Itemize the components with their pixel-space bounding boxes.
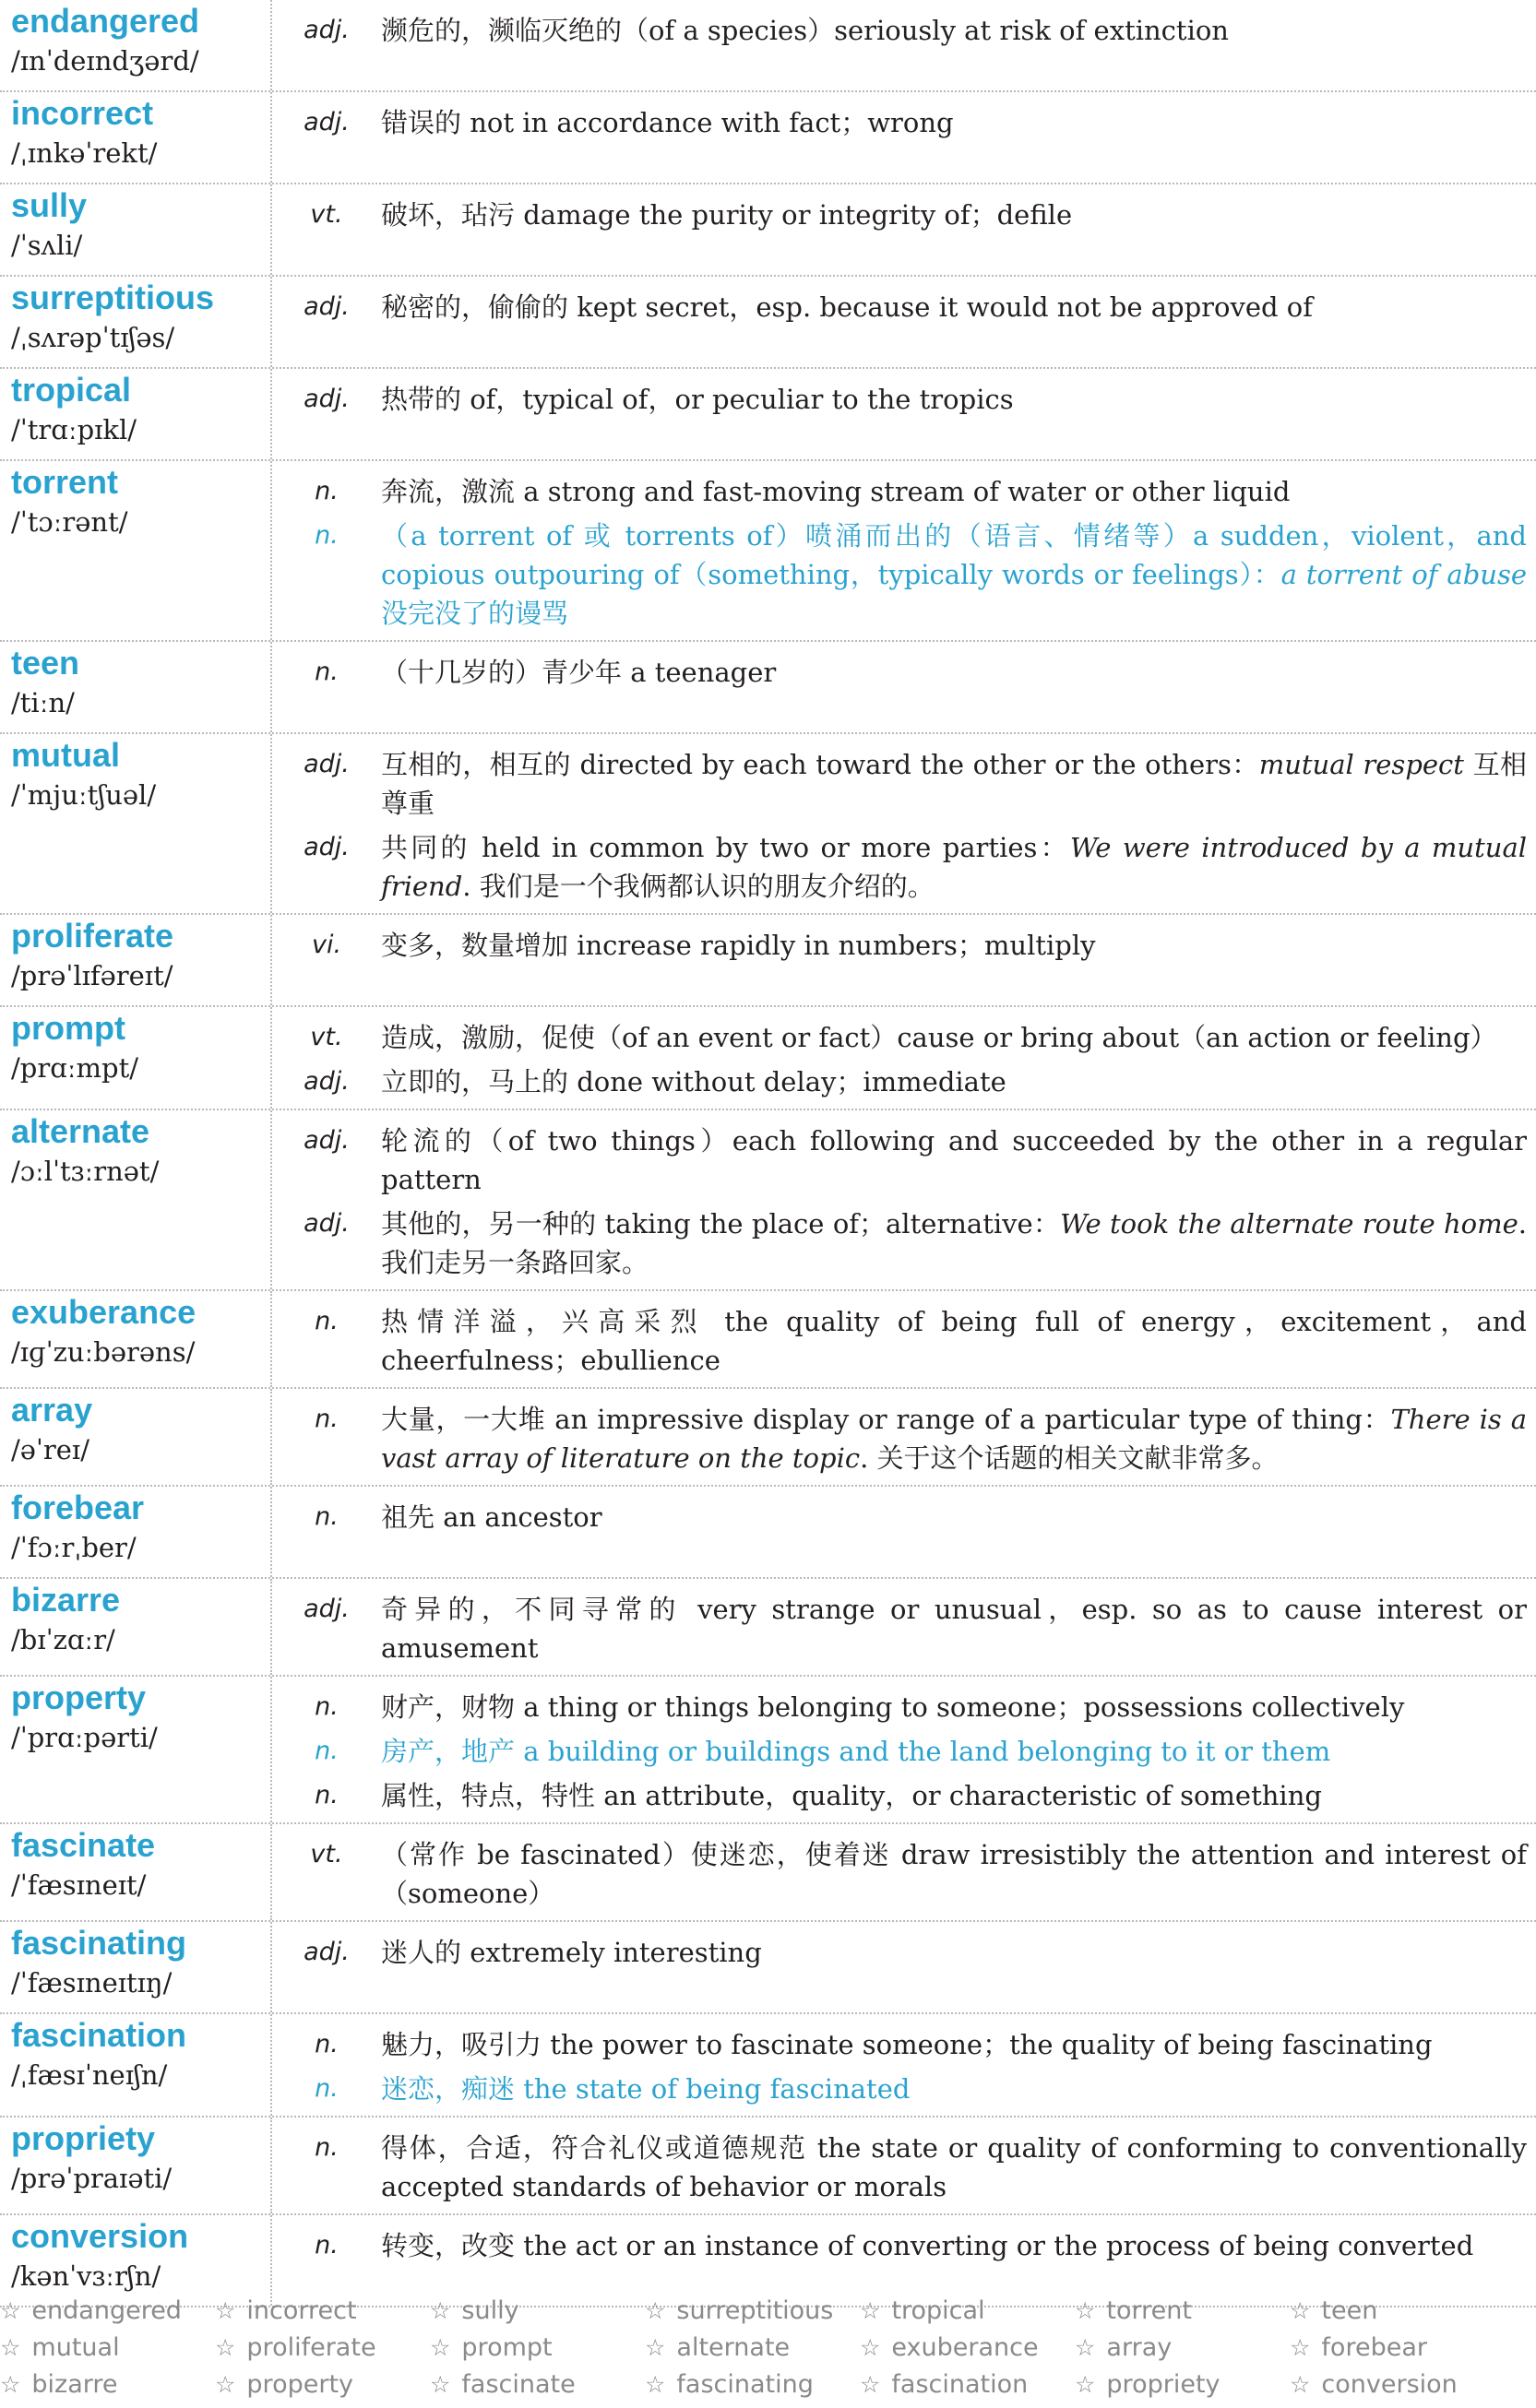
definition	[381, 380, 1527, 419]
entry-row	[0, 642, 1536, 734]
review-word	[215, 2293, 430, 2330]
headword: torrent	[11, 463, 118, 501]
star-icon: ☆	[0, 2297, 21, 2324]
phonetic: /ɔːlˈtɜːrnət/	[11, 1156, 160, 1187]
definition	[381, 1302, 1527, 1380]
headword: proliferate	[11, 917, 174, 955]
definition	[381, 2070, 1527, 2108]
phonetic: /ˈfæsɪneɪt/	[11, 1869, 147, 1901]
review-word	[1290, 2330, 1505, 2366]
review-word-list	[0, 2293, 1536, 2403]
definition-text: （十几岁的）青少年 a teenager	[381, 657, 777, 688]
part-of-speech: n.	[315, 1307, 339, 1335]
entry-row	[0, 1487, 1536, 1579]
star-icon: ☆	[645, 2334, 666, 2361]
headword: forebear	[11, 1489, 145, 1526]
part-of-speech: n.	[315, 521, 339, 550]
word-cell	[0, 1389, 272, 1485]
part-of-speech: adj.	[304, 108, 350, 136]
definition-text: . 我们是一个我俩都认识的朋友介绍的。	[462, 871, 935, 902]
definition	[381, 1590, 1527, 1667]
part-of-speech: adj.	[304, 1209, 350, 1238]
entry-row	[0, 369, 1536, 461]
definition-text: 立即的，马上的 done without delay；immediate	[381, 1066, 1006, 1097]
review-word	[860, 2293, 1075, 2330]
star-icon: ☆	[645, 2297, 666, 2324]
entry-row	[0, 2117, 1536, 2215]
review-word-label: exuberance	[891, 2333, 1039, 2362]
word-cell	[0, 461, 272, 640]
review-word-label: alternate	[676, 2333, 791, 2362]
headword: incorrect	[11, 94, 154, 132]
word-cell	[0, 915, 272, 1005]
phonetic: /ˈfɔːrˌber/	[11, 1532, 137, 1563]
phonetic: /bɪˈzɑːr/	[11, 1624, 115, 1655]
definition	[381, 1204, 1527, 1282]
word-cell	[0, 92, 272, 183]
sense	[272, 1204, 1527, 1282]
definition-text: 共同的 held in common by two or more parties：	[381, 832, 1070, 863]
definition	[381, 653, 1527, 692]
definition-text: 财产，财物 a thing or things belonging to someone；possessions collectively	[381, 1691, 1405, 1723]
review-word	[1290, 2293, 1505, 2330]
definition-text: . 我们走另一条路回家。	[381, 1208, 1527, 1278]
definition-text: 迷恋，痴迷 the state of being fascinated	[381, 2073, 911, 2105]
definition	[381, 1121, 1527, 1199]
word-cell	[0, 1007, 272, 1109]
review-word	[860, 2330, 1075, 2366]
review-word-label: fascinating	[676, 2370, 814, 2399]
part-of-speech: n.	[315, 1405, 339, 1433]
star-icon: ☆	[1290, 2334, 1311, 2361]
phonetic: /prəˈlɪfəreɪt/	[11, 960, 173, 991]
part-of-speech: n.	[315, 1781, 339, 1809]
part-of-speech: adj.	[304, 833, 350, 861]
word-cell	[0, 369, 272, 459]
entry-row	[0, 1824, 1536, 1922]
word-cell	[0, 1291, 272, 1387]
definition	[381, 11, 1527, 50]
star-icon: ☆	[1075, 2371, 1096, 2398]
headword: endangered	[11, 2, 200, 40]
sense	[272, 1121, 1527, 1199]
review-word	[645, 2330, 860, 2366]
entry-row	[0, 915, 1536, 1007]
entry-row	[0, 0, 1536, 92]
definition-text: 错误的 not in accordance with fact；wrong	[381, 107, 954, 138]
definition-text: 热带的 of，typical of，or peculiar to the tropics	[381, 384, 1014, 415]
example-sentence: We took the alternate route home	[1060, 1208, 1518, 1240]
part-of-speech: n.	[315, 2231, 339, 2260]
definition-text: 属性，特点，特性 an attribute，quality，or characteristic of something	[381, 1780, 1322, 1811]
sense	[272, 288, 1527, 326]
entry-row	[0, 1922, 1536, 2014]
review-word	[1290, 2366, 1505, 2403]
definition	[381, 1933, 1527, 1972]
definition-text: 互相的，相互的 directed by each toward the other or the others：	[381, 749, 1259, 780]
definitions-cell	[272, 734, 1536, 913]
headword: bizarre	[11, 1581, 121, 1619]
review-word	[1075, 2330, 1290, 2366]
star-icon: ☆	[0, 2334, 21, 2361]
definition-text: 祖先 an ancestor	[381, 1501, 602, 1533]
headword: fascinating	[11, 1924, 187, 1962]
star-icon: ☆	[1075, 2297, 1096, 2324]
word-cell	[0, 1110, 272, 1289]
review-word	[0, 2330, 215, 2366]
part-of-speech: n.	[315, 2030, 339, 2058]
phonetic: /ˈtrɑːpɪkl/	[11, 414, 137, 445]
star-icon: ☆	[645, 2371, 666, 2398]
sense	[272, 1835, 1527, 1913]
definitions-cell	[272, 461, 1536, 640]
headword: prompt	[11, 1009, 125, 1047]
headword: exuberance	[11, 1293, 196, 1331]
entry-row	[0, 1579, 1536, 1677]
part-of-speech: adj.	[304, 292, 350, 321]
sense	[272, 1776, 1527, 1815]
definitions-cell	[272, 1487, 1536, 1577]
star-icon: ☆	[215, 2371, 236, 2398]
sense	[272, 1498, 1527, 1536]
sense	[272, 1933, 1527, 1972]
review-word-label: surreptitious	[676, 2296, 834, 2325]
part-of-speech: n.	[315, 1737, 339, 1765]
definition-text: （a torrent of 或 torrents of）喷涌而出的（语言、情绪等）a sudden，violent，and copious outpouring of（something，typically words or feelings）：	[381, 520, 1527, 590]
definitions-cell	[272, 1389, 1536, 1485]
review-word	[0, 2366, 215, 2403]
review-word-label: torrent	[1106, 2296, 1192, 2325]
part-of-speech: adj.	[304, 1126, 350, 1155]
phonetic: /ˈfæsɪneɪtɪŋ/	[11, 1967, 173, 1999]
definition-text: 秘密的，偷偷的 kept secret，esp. because it would not be approved of	[381, 291, 1313, 323]
review-word-label: mutual	[31, 2333, 120, 2362]
review-word-label: forebear	[1321, 2333, 1427, 2362]
word-cell	[0, 0, 272, 90]
definition-text: 互相尊重	[381, 749, 1527, 819]
phonetic: /prɑːmpt/	[11, 1052, 139, 1084]
definition-text: 魅力，吸引力 the power to fascinate someone；the quality of being fascinating	[381, 2029, 1433, 2060]
review-word-label: property	[246, 2370, 354, 2399]
word-cell	[0, 1677, 272, 1822]
definition	[381, 1688, 1527, 1726]
sense	[272, 828, 1527, 906]
definition-text: 没完没了的谩骂	[381, 598, 569, 629]
star-icon: ☆	[430, 2334, 451, 2361]
headword: array	[11, 1391, 93, 1429]
review-word	[1075, 2293, 1290, 2330]
star-icon: ☆	[215, 2297, 236, 2324]
phonetic: /tiːn/	[11, 687, 75, 718]
headword: alternate	[11, 1112, 150, 1150]
headword: teen	[11, 644, 80, 682]
definition	[381, 1776, 1527, 1815]
review-word	[645, 2293, 860, 2330]
review-word-label: conversion	[1321, 2370, 1458, 2399]
part-of-speech: n.	[315, 2074, 339, 2103]
part-of-speech: n.	[315, 658, 339, 686]
word-cell	[0, 1579, 272, 1675]
sense	[272, 1302, 1527, 1380]
review-word-label: proliferate	[246, 2333, 376, 2362]
word-cell	[0, 642, 272, 732]
part-of-speech: adj.	[304, 16, 350, 44]
headword: property	[11, 1678, 147, 1716]
definition-text: 大量，一大堆 an impressive display or range of a particular type of thing：	[381, 1404, 1391, 1435]
definition	[381, 472, 1527, 511]
phonetic: /ˈprɑːpərti/	[11, 1722, 158, 1753]
sense	[272, 11, 1527, 50]
sense	[272, 1062, 1527, 1101]
review-word-label: prompt	[461, 2333, 553, 2362]
star-icon: ☆	[860, 2297, 881, 2324]
definition	[381, 1732, 1527, 1771]
entry-row	[0, 1007, 1536, 1110]
entry-row	[0, 1677, 1536, 1824]
headword: propriety	[11, 2119, 156, 2157]
definition	[381, 2025, 1527, 2064]
definition-text: 破坏，玷污 damage the purity or integrity of；defile	[381, 199, 1073, 231]
example-sentence: We were introduced by a mutual friend	[381, 832, 1528, 902]
sense	[272, 1688, 1527, 1726]
headword: fascinate	[11, 1826, 156, 1864]
definition	[381, 1400, 1527, 1477]
star-icon: ☆	[860, 2371, 881, 2398]
word-cell	[0, 1922, 272, 2012]
sense	[272, 103, 1527, 142]
definition-text: 奇异的，不同寻常的 very strange or unusual，esp. so as to cause interest or amusement	[381, 1594, 1527, 1664]
definitions-cell	[272, 92, 1536, 183]
headword: surreptitious	[11, 279, 215, 316]
part-of-speech: vt.	[310, 200, 343, 229]
word-cell	[0, 277, 272, 367]
part-of-speech: adj.	[304, 1938, 350, 1966]
example-sentence: mutual respect	[1258, 749, 1464, 780]
definitions-cell	[272, 1677, 1536, 1822]
review-word-label: fascinate	[461, 2370, 576, 2399]
sense	[272, 196, 1527, 234]
definition-text: 其他的，另一种的 taking the place of；alternative：	[381, 1208, 1061, 1240]
sense	[272, 745, 1527, 823]
star-icon: ☆	[1075, 2334, 1096, 2361]
star-icon: ☆	[1290, 2297, 1311, 2324]
sense	[272, 2226, 1527, 2265]
phonetic: /ˌɪnkəˈrekt/	[11, 137, 158, 169]
definition-text: 热情洋溢，兴高采烈 the quality of being full of energy，excitement，and cheerfulness；ebullience	[381, 1306, 1527, 1376]
phonetic: /ɪnˈdeɪndʒərd/	[11, 45, 199, 77]
entry-row	[0, 1110, 1536, 1291]
definitions-cell	[272, 0, 1536, 90]
part-of-speech: n.	[315, 477, 339, 505]
definitions-cell	[272, 1291, 1536, 1387]
word-cell	[0, 1487, 272, 1577]
entry-row	[0, 2014, 1536, 2117]
definition-text: （常作 be fascinated）使迷恋，使着迷 draw irresistibly the attention and interest of（someone）	[381, 1839, 1527, 1909]
definition	[381, 1835, 1527, 1913]
definition	[381, 288, 1527, 326]
definition-text: 迷人的 extremely interesting	[381, 1937, 762, 1968]
part-of-speech: vt.	[310, 1840, 343, 1868]
definition-text: 得体，合适，符合礼仪或道德规范 the state or quality of conforming to conventionally accepted standards of behavior or morals	[381, 2132, 1527, 2202]
definitions-cell	[272, 1007, 1536, 1109]
sense	[272, 472, 1527, 511]
definition	[381, 2226, 1527, 2265]
review-word	[430, 2330, 645, 2366]
headword: sully	[11, 186, 88, 224]
review-word	[430, 2366, 645, 2403]
word-cell	[0, 184, 272, 275]
definitions-cell	[272, 277, 1536, 367]
part-of-speech: adj.	[304, 385, 350, 413]
headword: tropical	[11, 371, 132, 409]
phonetic: /əˈreɪ/	[11, 1434, 89, 1465]
entry-row	[0, 92, 1536, 184]
phonetic: /ˈmjuːtʃuəl/	[11, 779, 157, 811]
definitions-cell	[272, 2014, 1536, 2116]
phonetic: /ˈtɔːrənt/	[11, 506, 128, 538]
review-word	[215, 2366, 430, 2403]
review-word	[215, 2330, 430, 2366]
star-icon: ☆	[215, 2334, 236, 2361]
review-word	[0, 2293, 215, 2330]
definition-text: 造成，激励，促使（of an event or fact）cause or bring about（an action or feeling）	[381, 1022, 1497, 1053]
definitions-cell	[272, 1579, 1536, 1675]
review-word-label: incorrect	[246, 2296, 357, 2325]
definition	[381, 828, 1527, 906]
entry-row	[0, 1389, 1536, 1487]
phonetic: /ˈsʌli/	[11, 230, 83, 261]
sense	[272, 1590, 1527, 1667]
definitions-cell	[272, 915, 1536, 1005]
review-word	[645, 2366, 860, 2403]
part-of-speech: n.	[315, 1692, 339, 1721]
definition	[381, 1062, 1527, 1101]
phonetic: /ˌsʌrəpˈtɪʃəs/	[11, 322, 175, 353]
entry-row	[0, 734, 1536, 915]
definitions-cell	[272, 2117, 1536, 2213]
definitions-cell	[272, 1824, 1536, 1920]
review-word	[860, 2366, 1075, 2403]
sense	[272, 653, 1527, 692]
sense	[272, 926, 1527, 965]
review-word-label: sully	[461, 2296, 519, 2325]
sense	[272, 2070, 1527, 2108]
part-of-speech: adj.	[304, 1595, 350, 1623]
definitions-cell	[272, 184, 1536, 275]
definition-text: 房产，地产 a building or buildings and the land belonging to it or them	[381, 1736, 1331, 1767]
entry-row	[0, 1291, 1536, 1389]
definition	[381, 1498, 1527, 1536]
star-icon: ☆	[860, 2334, 881, 2361]
star-icon: ☆	[1290, 2371, 1311, 2398]
word-cell	[0, 2014, 272, 2116]
definitions-cell	[272, 1110, 1536, 1289]
headword: conversion	[11, 2217, 189, 2255]
definition	[381, 196, 1527, 234]
definition	[381, 103, 1527, 142]
review-word-label: bizarre	[31, 2370, 118, 2399]
review-word	[1075, 2366, 1290, 2403]
review-word-label: endangered	[31, 2296, 182, 2325]
review-word-label: propriety	[1106, 2370, 1220, 2399]
sense	[272, 2025, 1527, 2064]
headword: mutual	[11, 736, 121, 774]
word-cell	[0, 1824, 272, 1920]
definition	[381, 516, 1527, 633]
entry-row	[0, 277, 1536, 369]
example-sentence: a torrent of abuse	[1280, 559, 1527, 590]
definition-text: 转变，改变 the act or an instance of converting or the process of being converted	[381, 2230, 1474, 2261]
sense	[272, 2129, 1527, 2206]
definition-text: . 关于这个话题的相关文献非常多。	[860, 1442, 1279, 1474]
review-word	[430, 2293, 645, 2330]
phonetic: /ˌfæsɪˈneɪʃn/	[11, 2059, 168, 2091]
definitions-cell	[272, 642, 1536, 732]
review-word-label: teen	[1321, 2296, 1378, 2325]
star-icon: ☆	[430, 2297, 451, 2324]
sense	[272, 1732, 1527, 1771]
phonetic: /kənˈvɜːrʃn/	[11, 2260, 161, 2292]
definition	[381, 1018, 1527, 1057]
definition-text: 濒危的，濒临灭绝的（of a species）seriously at risk of extinction	[381, 15, 1229, 46]
part-of-speech: n.	[315, 2133, 339, 2162]
part-of-speech: adj.	[304, 1067, 350, 1096]
definition-text: 变多，数量增加 increase rapidly in numbers；multiply	[381, 930, 1096, 961]
definition	[381, 2129, 1527, 2206]
definitions-cell	[272, 1922, 1536, 2012]
star-icon: ☆	[0, 2371, 21, 2398]
entry-row	[0, 184, 1536, 277]
sense	[272, 516, 1527, 633]
sense	[272, 1018, 1527, 1057]
entry-row	[0, 461, 1536, 642]
review-word-label: tropical	[891, 2296, 985, 2325]
phonetic: /prəˈpraɪəti/	[11, 2163, 173, 2194]
part-of-speech: vt.	[310, 1023, 343, 1051]
word-cell	[0, 734, 272, 913]
part-of-speech: vi.	[311, 931, 342, 959]
headword: fascination	[11, 2016, 187, 2054]
example-sentence: There is a vast array of literature on the topic	[381, 1404, 1527, 1474]
review-word-label: array	[1106, 2333, 1173, 2362]
definitions-cell	[272, 369, 1536, 459]
definition-text: 奔流，激流 a strong and fast-moving stream of water or other liquid	[381, 476, 1291, 507]
definition	[381, 745, 1527, 823]
definition	[381, 926, 1527, 965]
sense	[272, 1400, 1527, 1477]
phonetic: /ɪɡˈzuːbərəns/	[11, 1336, 196, 1368]
definition-text: 轮流的（of two things）each following and succeeded by the other in a regular pattern	[381, 1125, 1527, 1195]
star-icon: ☆	[430, 2371, 451, 2398]
word-cell	[0, 2117, 272, 2213]
part-of-speech: n.	[315, 1502, 339, 1531]
review-word-label: fascination	[891, 2370, 1029, 2399]
part-of-speech: adj.	[304, 750, 350, 778]
sense	[272, 380, 1527, 419]
